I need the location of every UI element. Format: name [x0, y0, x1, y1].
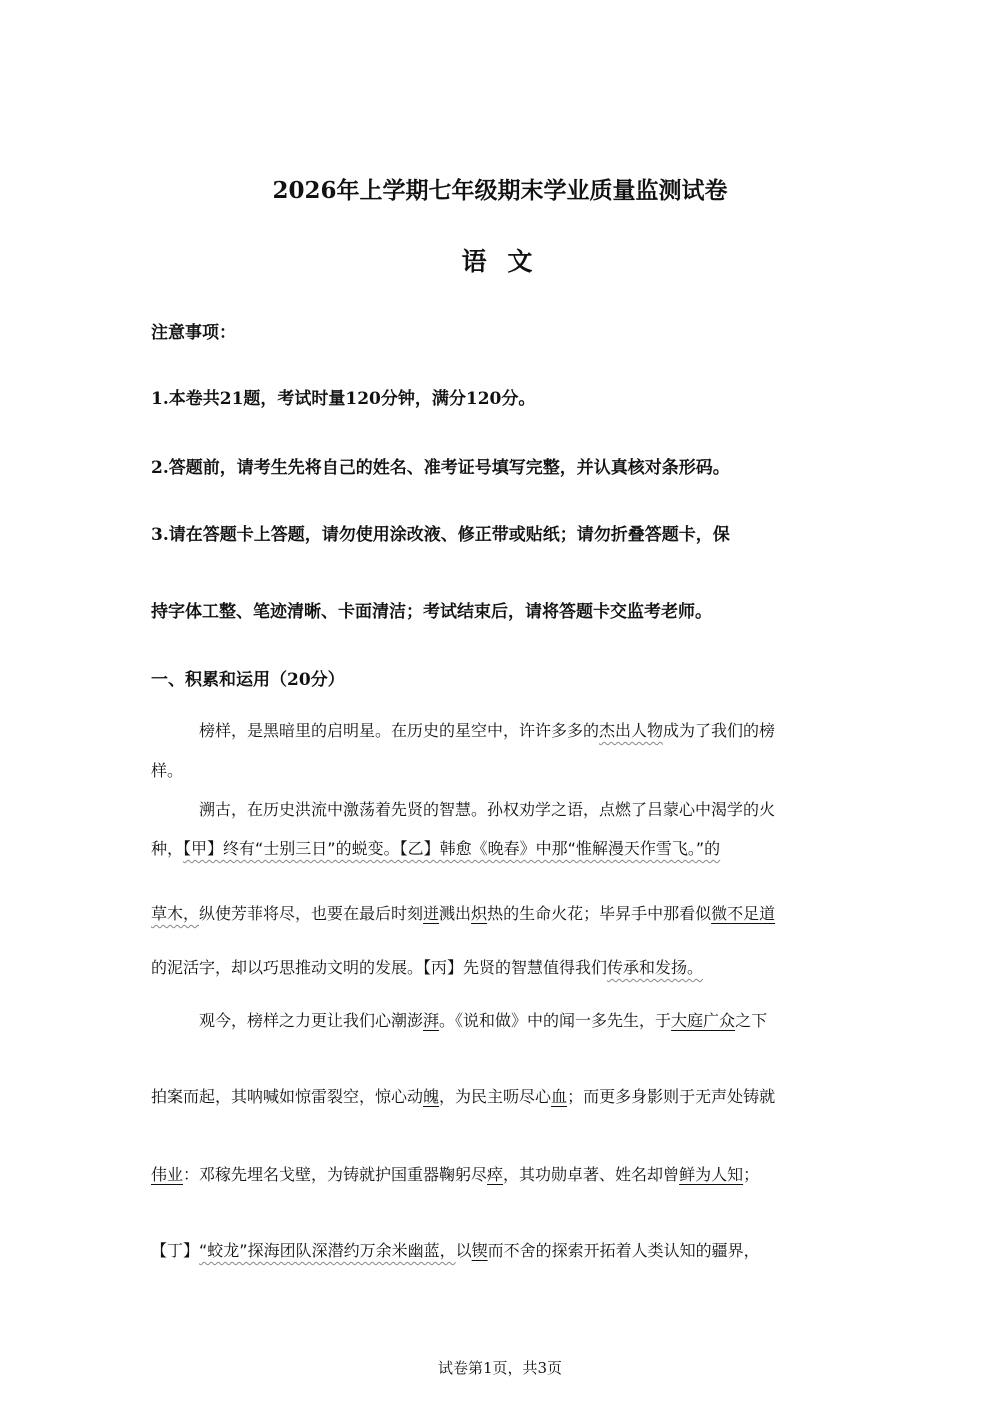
marked-phrase: 杰出人物 [599, 721, 664, 740]
note-item-1: 1.本卷共21题，考试时量120分钟，满分120分。 [151, 389, 536, 409]
marked-phrase: 传承和发扬。 [607, 958, 704, 977]
marked-phrase: 大庭广众 [671, 1011, 736, 1030]
notes-heading: 注意事项： [151, 323, 236, 343]
note-item-3-line-1: 3.请在答题卡上答题，请勿使用涂改液、修正带或贴纸；请勿折叠答题卡，保 [151, 525, 730, 545]
note-item-2: 2.答题前，请考生先将自己的姓名、准考证号填写完整，并认真核对条形码。 [151, 458, 730, 478]
passage-line [151, 901, 775, 924]
passage-line [151, 955, 703, 978]
passage-line [151, 1162, 759, 1185]
subject-title: 语 文 [461, 247, 539, 276]
text-run: 纵使芳菲将尽，也要在最后时刻 [199, 904, 424, 923]
marked-character: 血 [551, 1087, 568, 1106]
passage-line: 溯古，在历史洪流中激荡着先贤的智慧。孙权劝学之语，点燃了吕蒙心中渴学的火 [199, 800, 776, 819]
text-run: 种， [151, 839, 184, 858]
text-run: 之下 [735, 1011, 768, 1030]
section-heading: 一、积累和运用（20分） [151, 670, 345, 690]
passage-line: 样。 [151, 761, 184, 780]
marked-character: 瘁 [487, 1165, 504, 1184]
text-run: ，其功勋卓著、姓名却曾 [503, 1165, 680, 1184]
text-run: ：邓稼先埋名戈壁，为铸就护国重器鞠躬尽 [183, 1165, 488, 1184]
passage-line [151, 1084, 775, 1107]
passage-line [199, 718, 775, 741]
marked-phrase: 草木， [151, 904, 200, 923]
text-run: 热的生命火花；毕昇手中那看似 [487, 904, 712, 923]
passage-line [151, 836, 720, 859]
exam-title: 2026年上学期七年级期末学业质量监测试卷 [272, 177, 728, 204]
note-item-3-line-2: 持字体工整、笔迹清晰、卡面清洁；考试结束后，请将答题卡交监考老师。 [151, 602, 712, 622]
marked-sentence: 【甲】终有“士别三日”的蜕变。【乙】韩愈《晚春》中那“惟解漫天作雪飞。”的 [183, 839, 721, 858]
text-run: 以 [455, 1241, 472, 1260]
marked-character: 锲 [471, 1241, 488, 1260]
text-run: ；而更多身影则于无声处铸就 [567, 1087, 776, 1106]
marked-character: 魄 [423, 1087, 440, 1106]
marked-character: 迸 [423, 904, 440, 923]
marked-character: 炽 [471, 904, 488, 923]
text-run: 溅出 [439, 904, 472, 923]
text-run: ，为民主呖尽心 [439, 1087, 552, 1106]
text-run: 而不舍的探索开拓着人类认知的疆界， [487, 1241, 760, 1260]
marked-phrase: 鲜为人知 [679, 1165, 744, 1184]
passage-line [199, 1008, 767, 1031]
marked-phrase: 伟业 [151, 1165, 184, 1184]
text-run: 【丁】 [151, 1241, 200, 1260]
marked-sentence: “蛟龙”探海团队深潜约万余米幽蓝， [199, 1241, 456, 1260]
text-run: 的泥活字，却以巧思推动文明的发展。【丙】先贤的智慧值得我们 [151, 958, 608, 977]
text-run: 榜样，是黑暗里的启明星。在历史的星空中，许许多多的 [199, 721, 600, 740]
passage-line [151, 1238, 760, 1261]
text-run: 成为了我们的榜 [663, 721, 776, 740]
marked-character: 湃 [423, 1011, 440, 1030]
text-run: 。《说和做》中的闻一多先生，于 [439, 1011, 672, 1030]
text-run: 拍案而起，其呐喊如惊雷裂空，惊心动 [151, 1087, 424, 1106]
marked-phrase: 微不足道 [711, 904, 776, 923]
text-run: 观今，榜样之力更让我们心潮澎 [199, 1011, 424, 1030]
text-run: ； [743, 1165, 760, 1184]
page-footer: 试卷第1页，共3页 [437, 1359, 563, 1377]
